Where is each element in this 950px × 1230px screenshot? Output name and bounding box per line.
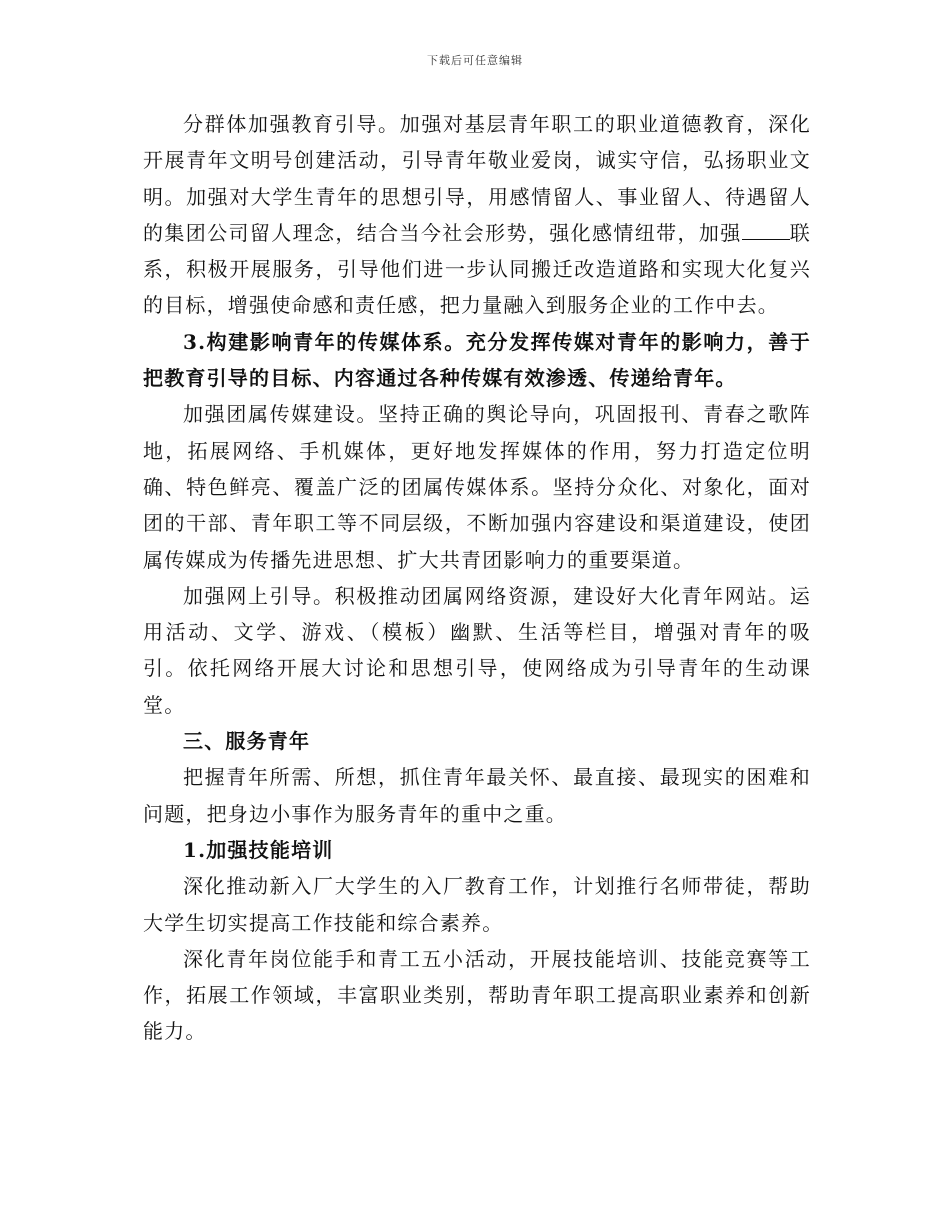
heading-media-system: 3.构建影响青年的传媒体系。充分发挥传媒对青年的影响力，善于把教育引导的目标、内容通过各种传媒有效渗透、传递给青年。 — [143, 329, 811, 391]
document-body — [143, 106, 811, 1050]
paragraph-media-construction: 加强团属传媒建设。坚持正确的舆论导向，巩固报刊、青春之歌阵地，拓展网络、手机媒体，更好地发挥媒体的作用，努力打造定位明确、特色鲜亮、覆盖广泛的团属传媒体系。坚持分众化、对象化，面对团的干部、青年职工等不同层级，不断加强内容建设和渠道建设，使团属传媒成为传播先进思想、扩大共青团影响力的重要渠道。 — [143, 402, 811, 572]
paragraph-new-graduates: 深化推动新入厂大学生的入厂教育工作，计划推行名师带徒，帮助大学生切实提高工作技能和综合素养。 — [143, 874, 811, 935]
section-heading-serve-youth: 三、服务青年 — [183, 729, 311, 754]
paragraph-text: 分群体加强教育引导。加强对基层青年职工的职业道德教育，深化开展青年文明号创建活动，引导青年敬业爱岗，诚实守信，弘扬职业文明。加强对大学生青年的思想引导，用感情留人、事业留人、待遇留人的集团公司留人理念，结合当今社会形势，强化感情纽带，加强 — [143, 112, 811, 245]
paragraph-text-continued: 联系，积极开展服务，引导他们进一步认同搬迁改造道路和实现大化复兴的目标，增强使命感和责任感，把力量融入到服务企业的工作中去。 — [143, 220, 811, 318]
paragraph-online-guidance: 加强网上引导。积极推动团属网络资源，建设好大化青年网站。运用活动、文学、游戏、（模板）幽默、生活等栏目，增强对青年的吸引。依托网络开展大讨论和思想引导，使网络成为引导青年的生动课堂。 — [143, 583, 811, 717]
paragraph-group-guidance — [143, 106, 811, 324]
paragraph-youth-skills: 深化青年岗位能手和青工五小活动，开展技能培训、技能竞赛等工作，拓展工作领域，丰富职业类别，帮助青年职工提高职业素养和创新能力。 — [143, 946, 811, 1044]
blank-underline — [742, 221, 790, 240]
paragraph-serve-youth-intro: 把握青年所需、所想，抓住青年最关怀、最直接、最现实的困难和问题，把身边小事作为服务青年的重中之重。 — [143, 765, 811, 826]
heading-skill-training: 1.加强技能培训 — [183, 837, 334, 862]
page-header: 下载后可任意编辑 — [427, 54, 523, 67]
